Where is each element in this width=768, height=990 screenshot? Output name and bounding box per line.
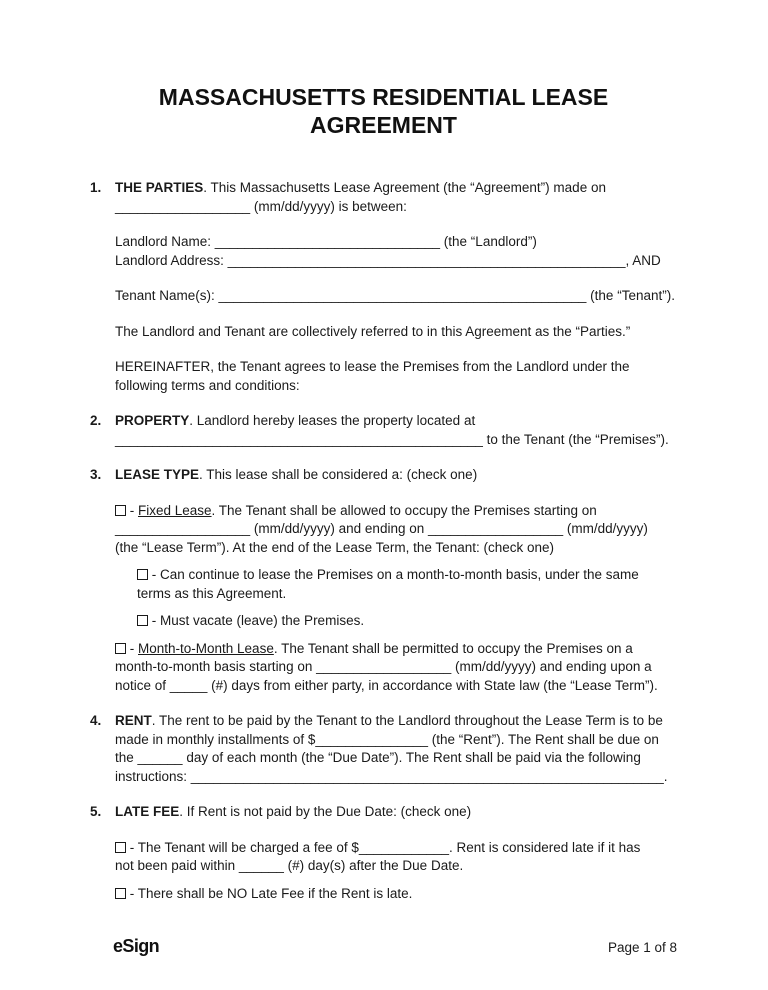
item-number: 4. xyxy=(90,713,102,729)
text-segment: . The Tenant shall be permitted to occupy the Premises on a xyxy=(273,640,633,656)
section-3-lease-type xyxy=(90,466,677,485)
checkbox-late-fee-charged[interactable] xyxy=(115,842,126,853)
paragraph-list xyxy=(90,179,677,903)
text-segment: following terms and conditions: xyxy=(115,377,300,393)
text-segment: instructions: _______________________________________________________________. xyxy=(115,768,668,784)
text-segment: Fixed Lease xyxy=(138,502,212,518)
text-line xyxy=(115,179,677,198)
text-segment: not been paid within ______ (#) day(s) after the Due Date. xyxy=(115,858,464,874)
checkbox-month-to-month-lease[interactable] xyxy=(115,643,126,654)
text-segment: . The rent to be paid by the Tenant to the Landlord throughout the Lease Term is to be xyxy=(151,713,663,729)
text-segment: . The Tenant shall be allowed to occupy the Premises starting on xyxy=(211,502,597,518)
item-number: 2. xyxy=(90,413,102,429)
text-segment: Month-to-Month Lease xyxy=(138,640,274,656)
text-segment: made in monthly installments of $_______________ (the “Rent”). The Rent shall be due on xyxy=(115,731,659,747)
text-line xyxy=(115,287,677,306)
text-segment: - There shall be NO Late Fee if the Rent is late. xyxy=(126,885,413,901)
late-fee-charged-option xyxy=(115,839,677,876)
text-segment: _________________________________________________ to the Tenant (the “Premises”). xyxy=(115,431,669,447)
text-line xyxy=(115,539,677,558)
month-to-month-lease-option xyxy=(115,640,677,696)
text-segment: __________________ (mm/dd/yyyy) and ending on __________________ (mm/dd/yyyy) xyxy=(115,521,648,537)
text-segment: Landlord Address: _____________________________________________________, AND xyxy=(115,252,661,268)
text-segment: Landlord Name: ______________________________ (the “Landlord”) xyxy=(115,234,537,250)
text-line xyxy=(115,839,677,858)
text-segment: terms as this Agreement. xyxy=(137,585,287,601)
text-line xyxy=(115,658,677,677)
text-line xyxy=(115,731,677,750)
text-line xyxy=(115,412,677,431)
section-5-late-fee xyxy=(90,803,677,822)
continue-month-to-month-option xyxy=(137,566,677,603)
text-line xyxy=(115,233,677,252)
text-segment: - The Tenant will be charged a fee of $____________. Rent is considered late if it has xyxy=(126,839,641,855)
page-footer xyxy=(90,936,677,957)
text-line xyxy=(115,323,677,342)
tenant-info xyxy=(115,287,677,306)
text-line xyxy=(115,857,677,876)
item-number: 1. xyxy=(90,180,102,196)
text-line xyxy=(115,768,677,787)
must-vacate-option xyxy=(137,612,677,631)
text-segment: . If Rent is not paid by the Due Date: (check one) xyxy=(179,804,472,820)
text-segment: LATE FEE xyxy=(115,804,180,820)
text-line xyxy=(115,431,677,450)
text-segment: . This lease shall be considered a: (check one) xyxy=(199,467,478,483)
item-number: 3. xyxy=(90,467,102,483)
text-line xyxy=(115,749,677,768)
text-segment: THE PARTIES xyxy=(115,180,204,196)
item-number: 5. xyxy=(90,804,102,820)
section-1-the-parties xyxy=(90,179,677,216)
text-line xyxy=(115,358,677,377)
section-4-rent xyxy=(90,712,677,786)
text-segment: (the “Lease Term”). At the end of the Lease Term, the Tenant: (check one) xyxy=(115,539,555,555)
no-late-fee-option xyxy=(115,885,677,904)
fixed-lease-option xyxy=(115,502,677,558)
text-line xyxy=(115,677,677,696)
esign-logo: eSign xyxy=(113,936,160,956)
text-line xyxy=(137,585,677,604)
checkbox-fixed-lease[interactable] xyxy=(115,505,126,516)
checkbox-continue-month-to-month[interactable] xyxy=(137,569,148,580)
text-segment: . Landlord hereby leases the property located at xyxy=(189,413,476,429)
parties-clause xyxy=(115,323,677,342)
hereinafter-clause xyxy=(115,358,677,395)
text-line xyxy=(115,640,677,659)
text-line xyxy=(137,612,677,631)
text-segment: HEREINAFTER, the Tenant agrees to lease the Premises from the Landlord under the xyxy=(115,359,630,375)
text-segment: - xyxy=(126,502,138,518)
text-line xyxy=(115,502,677,521)
text-line xyxy=(115,520,677,539)
text-line xyxy=(137,566,677,585)
text-line xyxy=(115,712,677,731)
text-segment: - Can continue to lease the Premises on a month-to-month basis, under the same xyxy=(148,567,639,583)
text-line xyxy=(115,803,677,822)
landlord-info xyxy=(115,233,677,270)
text-segment: The Landlord and Tenant are collectively referred to in this Agreement as the “Parties.” xyxy=(115,323,631,339)
text-line xyxy=(115,377,677,396)
text-line xyxy=(115,885,677,904)
text-segment: __________________ (mm/dd/yyyy) is between: xyxy=(115,198,407,214)
text-segment: . This Massachusetts Lease Agreement (the “Agreement”) made on xyxy=(203,180,606,196)
text-segment: RENT xyxy=(115,713,152,729)
text-line xyxy=(115,198,677,217)
text-segment: notice of _____ (#) days from either party, in accordance with State law (the “Lease Term”). xyxy=(115,677,658,693)
document-title: MASSACHUSETTS RESIDENTIAL LEASE AGREEMENT xyxy=(158,84,609,138)
text-line xyxy=(115,466,677,485)
checkbox-no-late-fee[interactable] xyxy=(115,888,126,899)
text-segment: - Must vacate (leave) the Premises. xyxy=(148,613,365,629)
section-2-property xyxy=(90,412,677,449)
text-segment: PROPERTY xyxy=(115,413,190,429)
text-segment: - xyxy=(126,640,138,656)
text-segment: LEASE TYPE xyxy=(115,467,200,483)
text-segment: month-to-month basis starting on __________________ (mm/dd/yyyy) and ending upon a xyxy=(115,659,652,675)
checkbox-must-vacate[interactable] xyxy=(137,615,148,626)
text-segment: Tenant Name(s): _________________________________________________ (the “Tenant”). xyxy=(115,288,675,304)
text-segment: the ______ day of each month (the “Due Date”). The Rent shall be paid via the following xyxy=(115,750,641,766)
page-number: Page 1 of 8 xyxy=(607,940,677,955)
text-line xyxy=(115,252,677,271)
